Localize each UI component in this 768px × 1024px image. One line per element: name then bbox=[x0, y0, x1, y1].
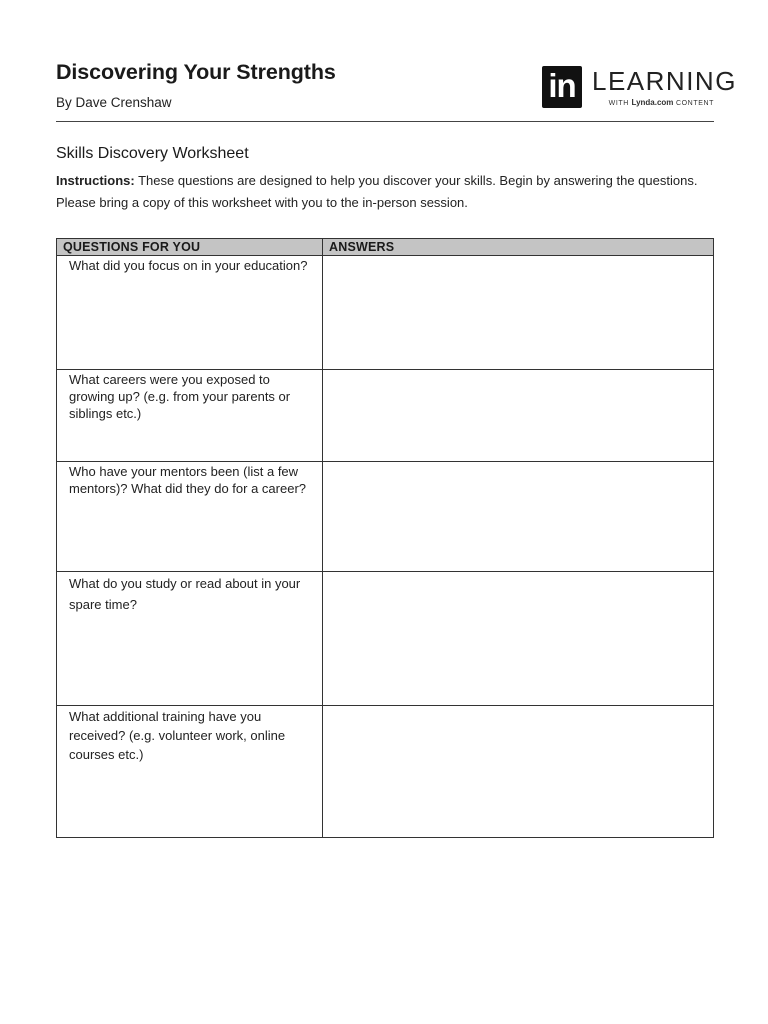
document-header bbox=[56, 58, 737, 122]
logo-sub-brand: Lynda.com bbox=[631, 98, 674, 107]
table-row bbox=[57, 256, 714, 370]
instructions-text: These questions are designed to help you discover your skills. Begin by answering the questions. Please bring a copy of this worksheet with you to the in-person session. bbox=[56, 173, 698, 210]
logo-mark: in bbox=[548, 67, 576, 104]
table-row bbox=[57, 706, 714, 838]
answer-cell[interactable] bbox=[323, 572, 714, 706]
linkedin-in-icon bbox=[542, 66, 582, 108]
answer-cell[interactable] bbox=[323, 370, 714, 462]
question-cell: What did you focus on in your education? bbox=[57, 256, 323, 370]
logo-subline bbox=[609, 98, 714, 107]
question-cell: Who have your mentors been (list a few mentors)? What did they do for a career? bbox=[57, 462, 323, 572]
question-cell: What do you study or read about in your spare time? bbox=[57, 572, 323, 706]
question-cell: What additional training have you received? (e.g. volunteer work, online courses etc.) bbox=[57, 706, 323, 838]
logo-sub-prefix: WITH bbox=[608, 100, 629, 107]
answer-cell[interactable] bbox=[323, 706, 714, 838]
column-header-answers: ANSWERS bbox=[323, 239, 714, 256]
answer-cell[interactable] bbox=[323, 256, 714, 370]
table-row bbox=[57, 572, 714, 706]
worksheet-table bbox=[56, 238, 714, 838]
author-byline: By Dave Crenshaw bbox=[56, 95, 172, 110]
answer-cell[interactable] bbox=[323, 462, 714, 572]
logo-sub-suffix: CONTENT bbox=[675, 100, 714, 107]
table-row bbox=[57, 370, 714, 462]
document-title: Discovering Your Strengths bbox=[56, 60, 336, 84]
table-header-row bbox=[57, 239, 714, 256]
logo-wordmark: LEARNING bbox=[592, 66, 737, 96]
instructions-label: Instructions: bbox=[56, 173, 135, 188]
table-row bbox=[57, 462, 714, 572]
question-cell: What careers were you exposed to growing up? (e.g. from your parents or siblings etc.) bbox=[57, 370, 323, 462]
worksheet-subtitle: Skills Discovery Worksheet bbox=[56, 145, 249, 162]
column-header-questions: QUESTIONS FOR YOU bbox=[57, 239, 323, 256]
linkedin-learning-logo bbox=[542, 66, 737, 108]
instructions-paragraph bbox=[56, 170, 706, 214]
